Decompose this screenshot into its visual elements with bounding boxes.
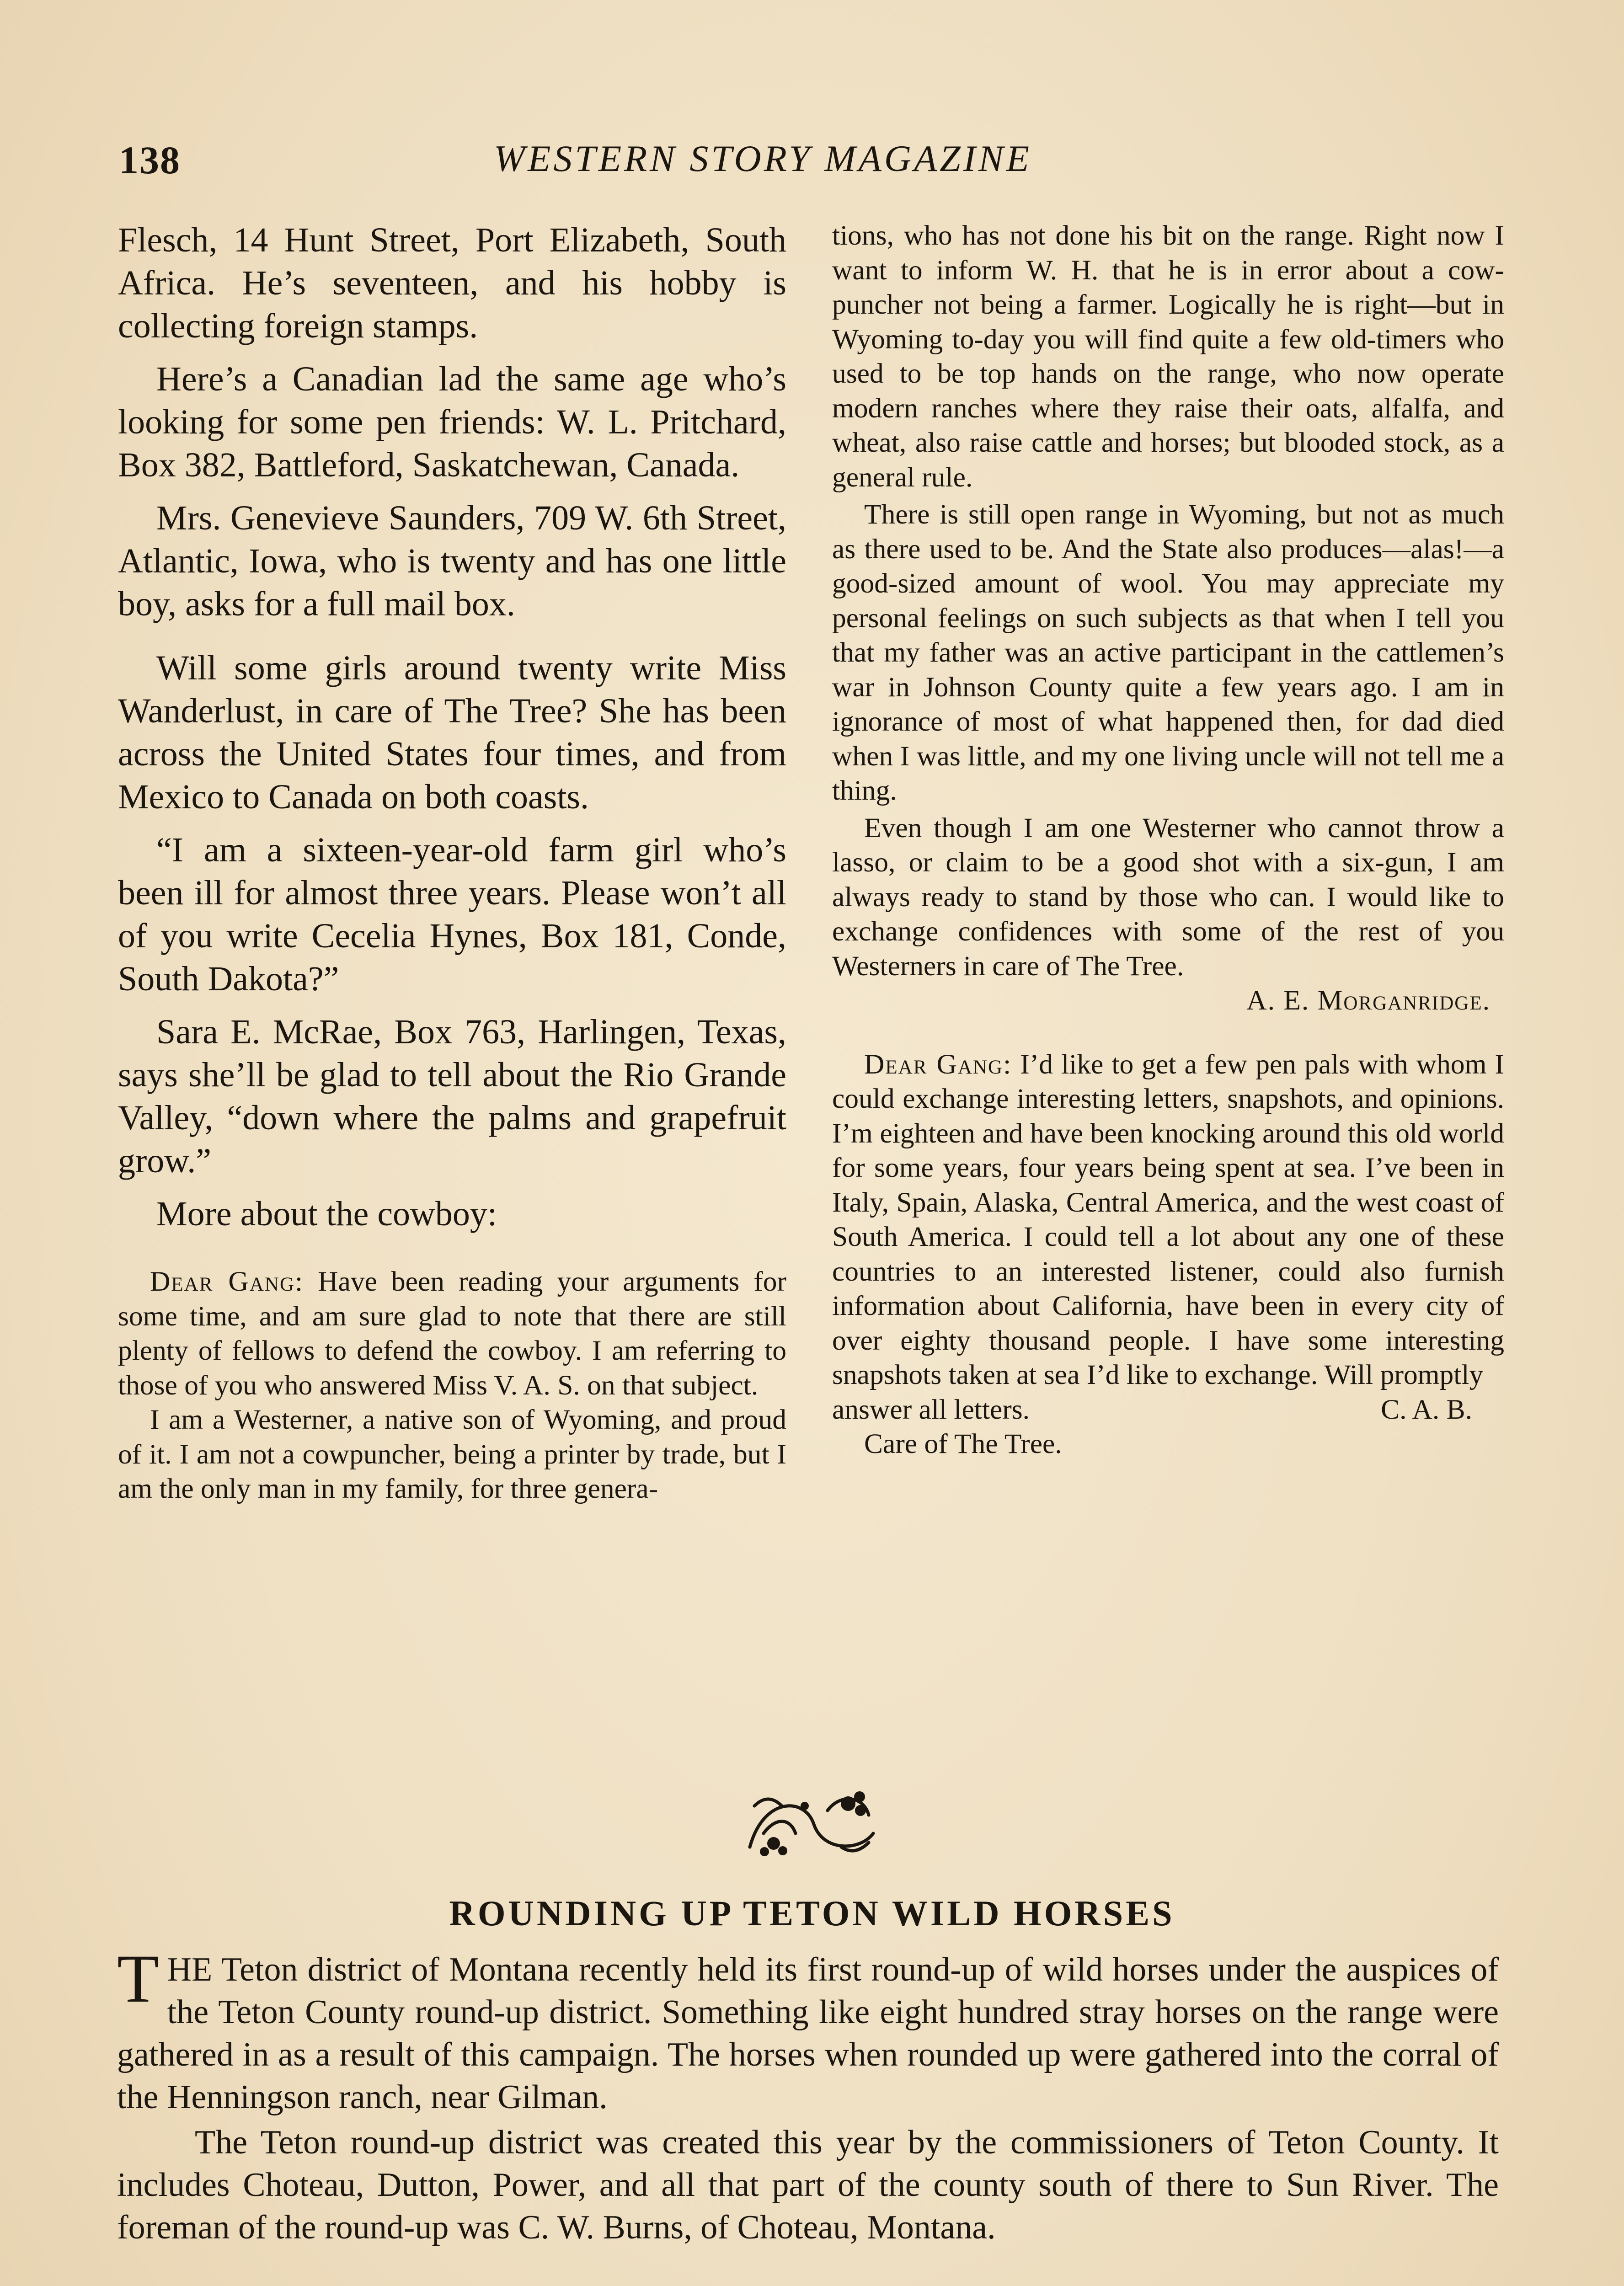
letter-care-of: Care of The Tree. xyxy=(864,1428,1062,1459)
drop-cap: T xyxy=(117,1941,159,2017)
page-number: 138 xyxy=(119,138,181,182)
paragraph: Here’s a Canadian lad the same age who’s looking for some pen friends: W. L. Pritchard, Box 382, Battleford, Saskatchewan, Canada. xyxy=(118,360,786,484)
paragraph: Flesch, 14 Hunt Street, Port Elizabeth, South Africa. He’s seventeen, and his hobby is collecting foreign stamps. xyxy=(118,221,786,345)
article-body xyxy=(117,1941,1499,2249)
paragraph: “I am a sixteen-year-old farm girl who’s been ill for almost three years. Please won’t all of you write Cecelia Hynes, Box 181, Conde, South Dakota?” xyxy=(118,831,786,998)
right-column xyxy=(832,219,1504,1462)
letter-text: Have been reading your arguments for some time, and am sure glad to note that there are still plenty of fellows to defend the cowboy. I am referring to those of you who answered Miss V. A. S. on that subject. xyxy=(118,1266,786,1401)
letter-signature: C. A. B. xyxy=(1381,1394,1472,1425)
letter-text: There is still open range in Wyoming, but not as much as there used to be. And the State also produces—alas!—a good-sized amount of wool. You may appreciate my personal feelings on such subjects as that when I tell you that my father was an active participant in the cattlemen’s war in Johnson County quite a few years ago. I am in ignorance of most of what happened then, for dad died when I was little, and my one living uncle will not tell me a thing. xyxy=(832,499,1504,806)
letter-salutation: Dear Gang: xyxy=(150,1266,304,1297)
letter-text: Even though I am one Westerner who cannot throw a lasso, or claim to be a good shot with a six-gun, I am always ready to stand by those who can. I would like to exchange confidences with some of the rest of you Westerners in care of The Tree. xyxy=(832,812,1504,982)
letter-text: answer all letters. xyxy=(832,1394,1030,1425)
magazine-title: WESTERN STORY MAGAZINE xyxy=(494,138,1032,179)
letter-signature: A. E. Morganridge. xyxy=(1246,985,1490,1016)
letter-text: I’d like to get a few pen pals with whom I could exchange interesting letters, snapshots, and opinions. I’m eighteen and have been knocking around this old world for some years, four years being spent at sea. I’ve been in Italy, Spain, Alaska, Central America, and the west coast of South America. I could tell a lot about any one of these countries to an interested listener, could also furnish information about California, have been in every city of over eighty thousand people. I have some interesting snapshots taken at sea I’d like to exchange. Will promptly xyxy=(832,1048,1504,1390)
left-column xyxy=(118,219,786,1506)
page-header xyxy=(119,137,1134,192)
article-paragraph: The Teton round-up district was created this year by the commissioners of Teton County. It includes Choteau, Dutton, Power, and all that part of the county south of there to Sun River. The foreman of the round-up was C. W. Burns, of Choteau, Montana. xyxy=(117,2124,1499,2246)
letter-text: I am a Westerner, a native son of Wyoming, and proud of it. I am not a cowpuncher, being a printer by trade, but I am the only man in my family, for three genera- xyxy=(118,1404,786,1504)
paragraph: Sara E. McRae, Box 763, Harlingen, Texas, says she’ll be glad to tell about the Rio Grande Valley, “down where the palms and grapefruit grow.” xyxy=(118,1013,786,1180)
letter-one xyxy=(118,1265,786,1506)
letter-text: tions, who has not done his bit on the range. Right now I want to inform W. H. that he is in error about a cow-puncher not being a farmer. Logically he is right—but in Wyoming to-day you will find quite a few old-timers who used to be top hands on the range, who now operate modern ranches where they raise their oats, alfalfa, and wheat, also raise cattle and horses; but blooded stock, as a general rule. xyxy=(832,220,1504,493)
letter-closing-line xyxy=(832,1393,1504,1427)
paragraph: Mrs. Genevieve Saunders, 709 W. 6th Street, Atlantic, Iowa, who is twenty and has one little boy, asks for a full mail box. xyxy=(118,499,786,623)
article-paragraph: HE Teton district of Montana recently held its first round-up of wild horses under the auspices of the Teton County round-up district. Something like eight hundred stray horses on the range were gathered in as a result of this campaign. The horses when rounded up were gathered into the corral of the Henningson ranch, near Gilman. xyxy=(117,1951,1499,2116)
letter-salutation: Dear Gang: xyxy=(864,1048,1012,1080)
article-title: ROUNDING UP TETON WILD HORSES xyxy=(449,1893,1175,1933)
paragraph: Will some girls around twenty write Miss Wanderlust, in care of The Tree? She has been across the United States four times, and from Mexico to Canada on both coasts. xyxy=(118,649,786,816)
paragraph: More about the cowboy: xyxy=(156,1195,497,1233)
floral-ornament-icon xyxy=(736,1779,887,1865)
